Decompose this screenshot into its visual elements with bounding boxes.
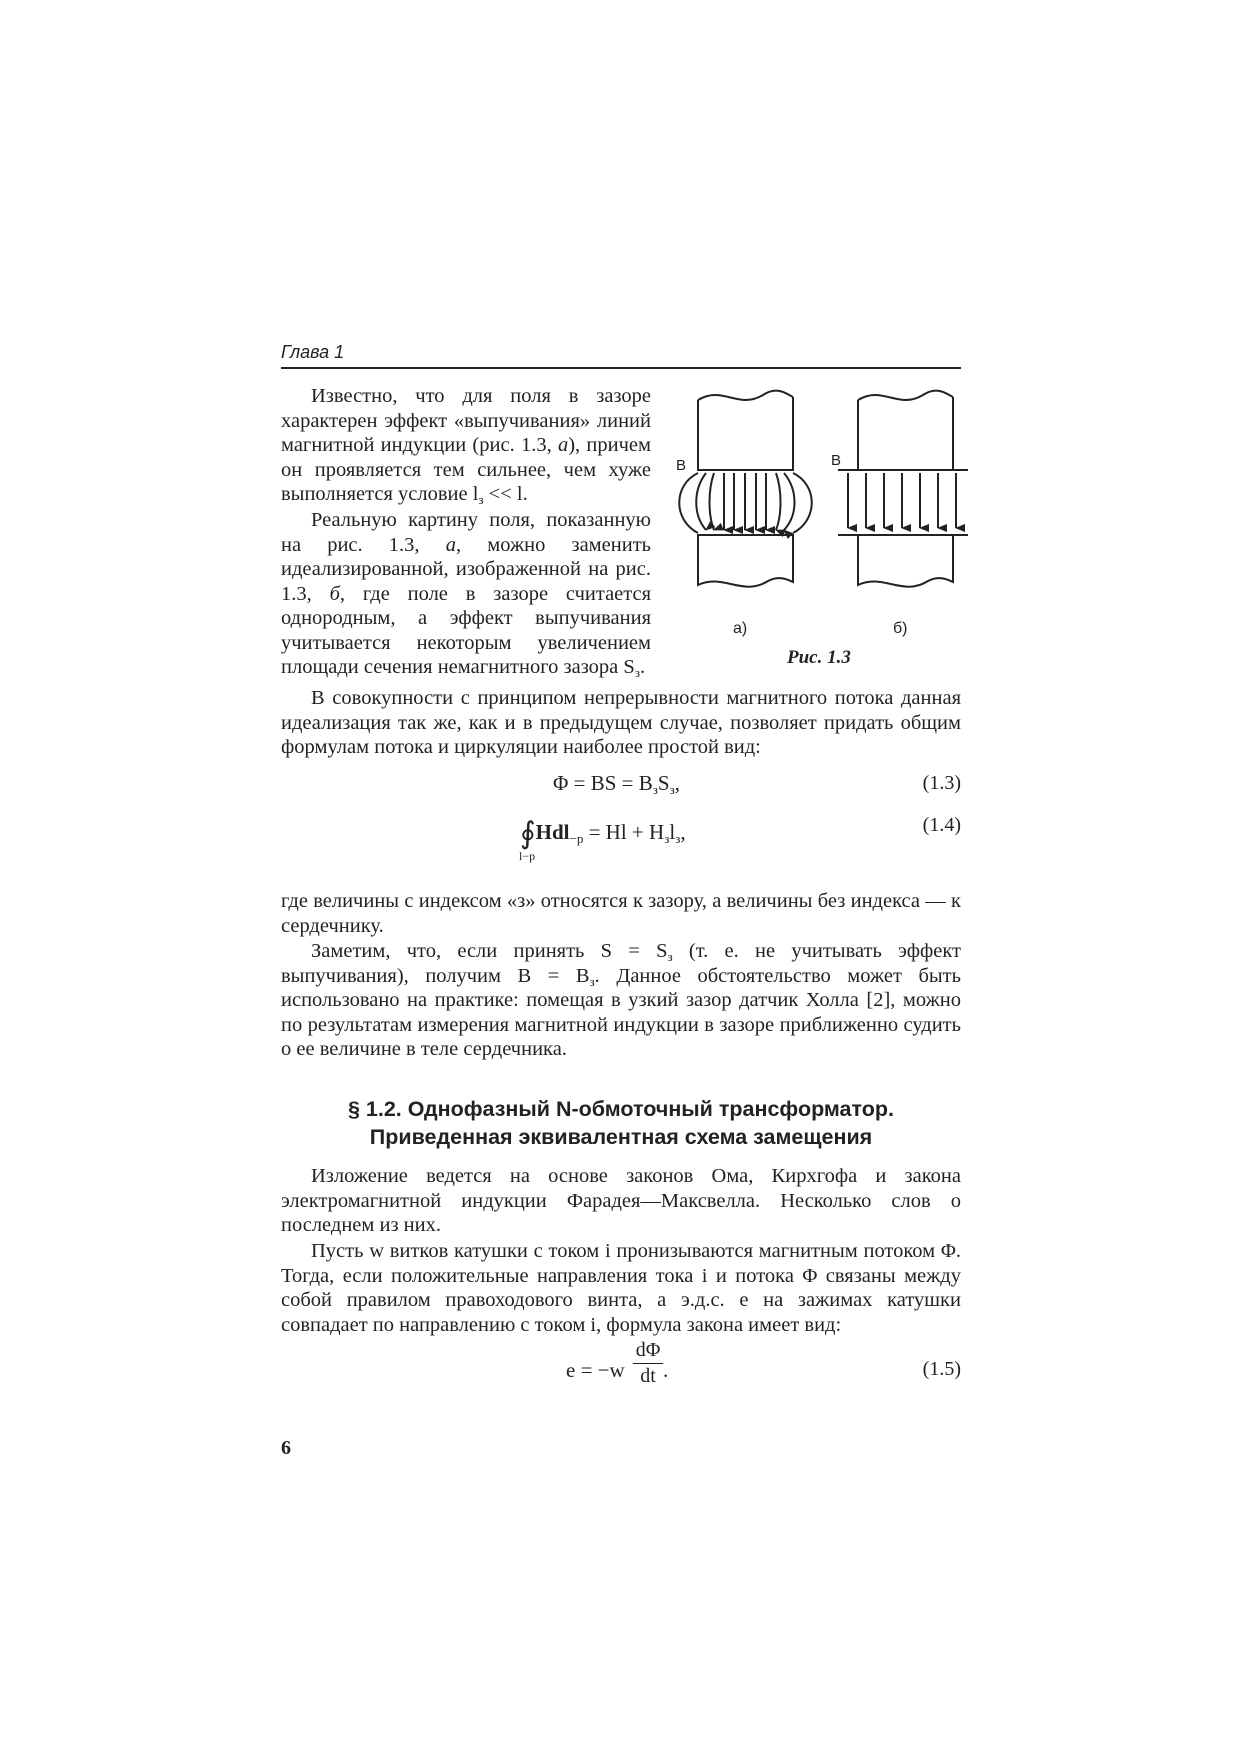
section-heading-line1: § 1.2. Однофазный N-обмоточный трансформатор. bbox=[347, 1097, 894, 1121]
page-number: 6 bbox=[281, 1437, 291, 1459]
header-rule bbox=[281, 367, 961, 369]
fraction-denominator: dt bbox=[640, 1365, 656, 1387]
fraction-numerator: dΦ bbox=[635, 1339, 661, 1361]
section-heading-line2: Приведенная эквивалентная схема замещения bbox=[369, 1125, 873, 1149]
figure-b-b-label: B bbox=[831, 452, 842, 469]
figure-b-uniform bbox=[838, 391, 968, 587]
figure-1-3 bbox=[668, 385, 968, 665]
equation-1-5-period: . bbox=[663, 1358, 669, 1382]
paragraph-faraday: Пусть w витков катушки с током i пронизываются магнитным потоком Φ. Тогда, если положительные направления тока i и потока Φ связаны между собой правилом правоходового винта, а э.д.с. e на зажимах катушки совпадает по направлению с током i, формула закона имеет вид: bbox=[281, 1240, 961, 1336]
equation-number-1-5: (1.5) bbox=[922, 1358, 961, 1380]
figure-a-b-label: B bbox=[676, 457, 687, 474]
integral-lower-limit: l−р bbox=[519, 849, 536, 863]
equation-number-1-4: (1.4) bbox=[922, 814, 961, 836]
equation-number-1-3: (1.3) bbox=[922, 772, 961, 794]
paragraph-continuity: В совокупности с принципом непрерывности магнитного потока данная идеализация так же, как и в предыдущем случае, позволяет придать общим формулам потока и циркуляции наиболее простой вид: bbox=[281, 687, 961, 758]
paragraph-idealization: Реальную картину поля, показанную на рис. 1.3, а, можно заменить идеализированной, изображенной на рис. 1.3, б, где поле в зазоре считается однородным, а эффект выпучивания учитывается некоторым увеличением площади сечения немагнитного зазора $S_з$. bbox=[281, 509, 652, 680]
figure-a-fringing bbox=[679, 391, 812, 587]
equation-1-5-fraction bbox=[633, 1339, 663, 1388]
figure-a-label: а) bbox=[733, 620, 748, 637]
figure-caption: Рис. 1.3 bbox=[787, 647, 851, 668]
figure-b-label: б) bbox=[893, 620, 908, 637]
fraction-bar bbox=[633, 1363, 663, 1364]
paragraph-hall-sensor: Заметим, что, если принять $S = S_з$ (т. е. не учитывать эффект выпучивания), получим $B = B_з$. Данное обстоятельство может быть использовано на практике: помещая в узкий зазор датчик Холла [2], можно по результатам измерения магнитной индукции в зазоре приближенно судить о ее величине в теле сердечника. bbox=[281, 940, 961, 1060]
contour-integral-sign: ∮ bbox=[520, 817, 536, 850]
section-heading bbox=[281, 1095, 961, 1151]
paragraph-indices: где величины с индексом «з» относятся к зазору, а величины без индекса — к сердечнику. bbox=[281, 890, 961, 937]
paragraph-bulging-effect: Известно, что для поля в зазоре характерен эффект «выпучивания» линий магнитной индукции (рис. 1.3, а), причем он проявляется тем сильнее, чем хуже выполняется условие $l_з << l$. bbox=[281, 385, 651, 507]
equation-1-5: e = −w bbox=[566, 1358, 625, 1382]
running-head: Глава 1 bbox=[281, 342, 345, 362]
equation-1-3: Φ = BS = $B_зS_з$, bbox=[553, 771, 680, 797]
paragraph-laws: Изложение ведется на основе законов Ома, Кирхгофа и закона электромагнитной индукции Фарадея—Максвелла. Несколько слов о последнем из них. bbox=[281, 1165, 961, 1236]
equation-1-4: ∮Hdl$_{-р}$ = $Hl + H_зl_з$, bbox=[520, 817, 686, 850]
